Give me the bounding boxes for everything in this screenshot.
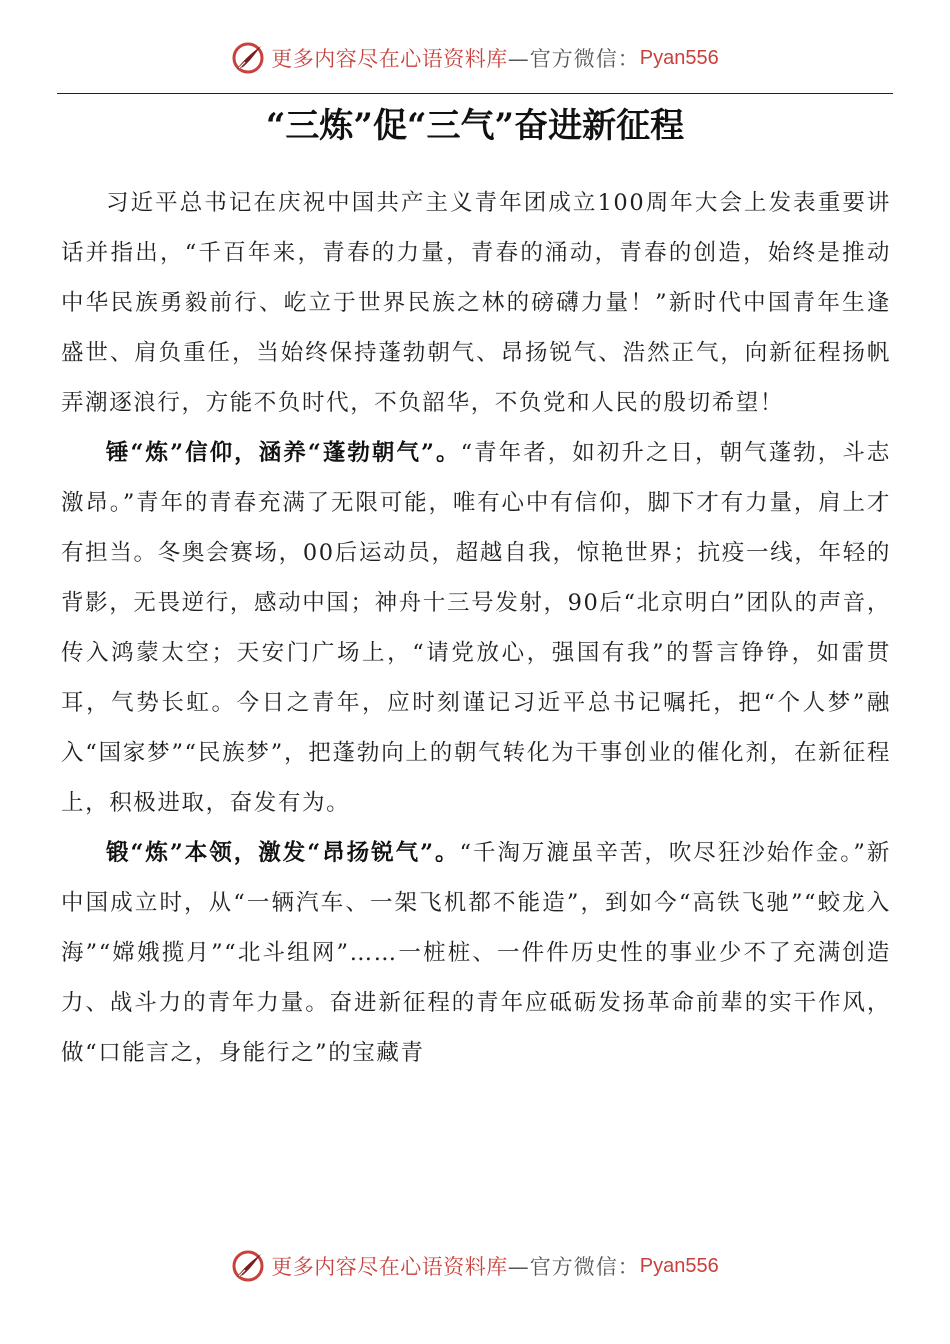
paragraph-skill (61, 828, 891, 1078)
footer-site-text: 更多内容尽在心语资料库 (271, 1255, 508, 1279)
document-body (61, 178, 891, 1078)
paragraph-intro (61, 178, 891, 428)
quill-logo-icon (231, 1249, 265, 1283)
paragraph-faith (61, 428, 891, 828)
header-wechat-label: —官方微信： (507, 47, 640, 71)
paragraph-lead: 锻“炼”本领，激发“昂扬锐气”。 (106, 840, 460, 866)
paragraph-text: “千淘万漉虽辛苦，吹尽狂沙始作金。”新中国成立时，从“一辆汽车、一架飞机都不能造”，到如今“高铁飞驰”“蛟龙入海”“嫦娥揽月”“北斗组网”……一桩桩、一件件历史性的事业少不了充满创造力、战斗力的青年力量。奋进新征程的青年应砥砺发扬革命前辈的实干作风，做“口能言之，身能行之”的宝藏青 (61, 840, 892, 1066)
paragraph-text: “青年者，如初升之日，朝气蓬勃，斗志激昂。”青年的青春充满了无限可能，唯有心中有信仰，脚下才有力量，肩上才有担当。冬奥会赛场，00后运动员，超越自我，惊艳世界；抗疫一线，年轻的背影，无畏逆行，感动中国；神舟十三号发射，90后“北京明白”团队的声音，传入鸿蒙太空；天安门广场上，“请党放心，强国有我”的誓言铮铮，如雷贯耳，气势长虹。今日之青年，应时刻谨记习近平总书记嘱托，把“个人梦”融入“国家梦”“民族梦”，把蓬勃向上的朝气转化为干事创业的催化剂，在新征程上，积极进取，奋发有为。 (61, 440, 891, 816)
document-title: “三炼”促“三气”奋进新征程 (265, 106, 685, 146)
page-footer-banner (0, 1244, 950, 1288)
header-site-text: 更多内容尽在心语资料库 (271, 47, 508, 71)
header-divider (57, 93, 893, 94)
paragraph-text: 习近平总书记在庆祝中国共产主义青年团成立100周年大会上发表重要讲话并指出，“千百年来，青春的力量，青春的涌动，青春的创造，始终是推动中华民族勇毅前行、屹立于世界民族之林的磅礴力量！”新时代中国青年生逢盛世、肩负重任，当始终保持蓬勃朝气、昂扬锐气、浩然正气，向新征程扬帆弄潮逐浪行，方能不负时代，不负韶华，不负党和人民的殷切希望！ (61, 190, 891, 416)
footer-wechat-id: Pyan556 (639, 1254, 719, 1277)
footer-wechat-label: —官方微信： (507, 1255, 640, 1279)
quill-logo-icon (231, 41, 265, 75)
page-header-banner (0, 36, 950, 80)
paragraph-lead: 锤“炼”信仰，涵养“蓬勃朝气”。 (106, 440, 461, 466)
header-wechat-id: Pyan556 (639, 46, 719, 69)
